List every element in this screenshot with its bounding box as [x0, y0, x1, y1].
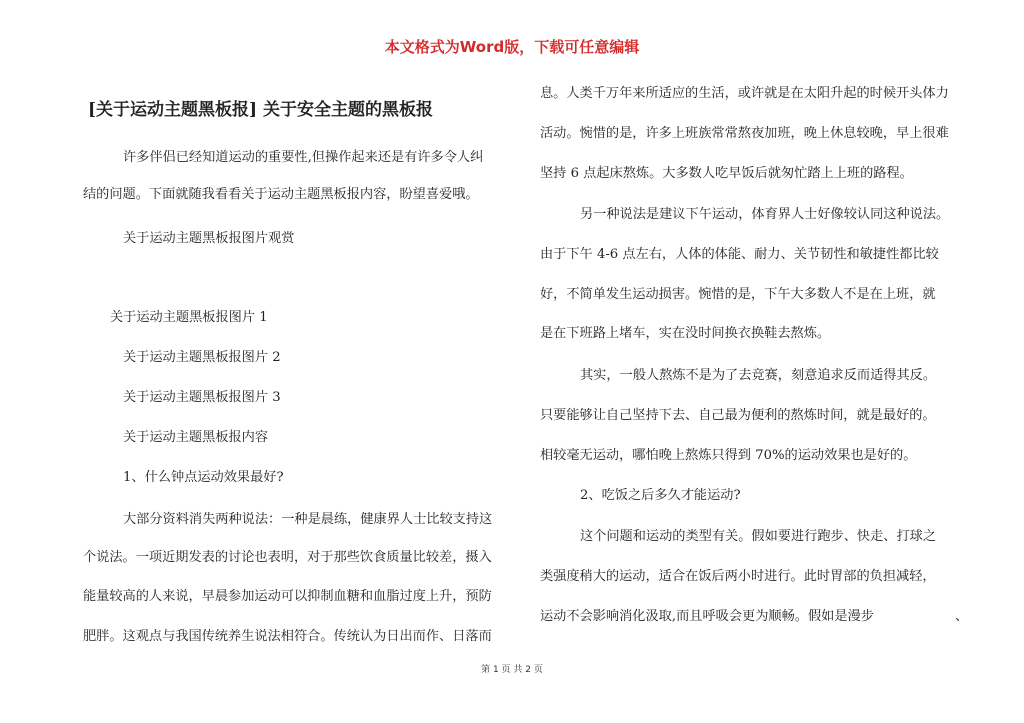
left-paragraph-line: 许多伴侣已经知道运动的重要性,但操作起来还是有许多令人纠 — [123, 150, 484, 165]
image-caption-3: 关于运动主题黑板报图片 3 — [123, 390, 281, 405]
word-format-banner: 本文格式为Word版，下载可任意编辑 — [384, 38, 640, 56]
left-paragraph-line: 能量较高的人来说，早晨参加运动可以抑制血糖和血脂过度上升，预防 — [83, 589, 492, 604]
right-paragraph-line: 类强度稍大的运动，适合在饭后两小时进行。此时胃部的负担减轻， — [540, 569, 936, 584]
right-paragraph-line: 另一种说法是建议下午运动，体育界人士好像较认同这种说法。 — [580, 207, 950, 222]
right-paragraph-line: 其实，一般人熬炼不是为了去竞赛，刻意追求反而适得其反。 — [580, 368, 937, 383]
page-number-footer: 第 1 页 共 2 页 — [481, 665, 543, 675]
right-paragraph-line: 只要能够让自己坚持下去、自己最为便利的熬炼时间，就是最好的。 — [540, 408, 936, 423]
right-paragraph-line: 好，不简单发生运动损害。惋惜的是，下午大多数人不是在上班，就 — [540, 287, 936, 302]
image-caption-1: 关于运动主题黑板报图片 1 — [110, 310, 268, 325]
left-paragraph-line: 大部分资料消失两种说法：一种是晨练，健康界人士比较支持这 — [123, 512, 493, 527]
image-gallery-heading: 关于运动主题黑板报图片观赏 — [123, 231, 295, 246]
trailing-punctuation: 、 — [955, 609, 969, 624]
question-2-heading: 2、吃饭之后多久才能运动? — [580, 488, 741, 503]
image-caption-2: 关于运动主题黑板报图片 2 — [123, 350, 281, 365]
question-1-heading: 1、什么钟点运动效果最好? — [123, 470, 284, 485]
content-heading: 关于运动主题黑板报内容 — [123, 430, 269, 445]
left-paragraph-line: 肥胖。这观点与我国传统养生说法相符合。传统认为日出而作、日落而 — [83, 629, 492, 644]
right-paragraph-line: 相较毫无运动，哪怕晚上熬炼只得到 70%的运动效果也是好的。 — [540, 448, 917, 463]
right-paragraph-line: 息。人类千万年来所适应的生活，或许就是在太阳升起的时候开头体力 — [540, 86, 949, 101]
right-paragraph-line: 坚持 6 点起床熬炼。大多数人吃早饭后就匆忙踏上上班的路程。 — [540, 166, 913, 181]
right-paragraph-line: 运动不会影响消化汲取,而且呼吸会更为顺畅。假如是漫步 — [540, 609, 874, 624]
document-title: [关于运动主题黑板报] 关于安全主题的黑板报 — [88, 100, 434, 120]
left-paragraph-line: 结的问题。下面就随我看看关于运动主题黑板报内容，盼望喜爱哦。 — [83, 187, 479, 202]
right-paragraph-line: 由于下午 4-6 点左右，人体的体能、耐力、关节韧性和敏捷性都比较 — [540, 247, 939, 262]
right-paragraph-line: 活动。惋惜的是，许多上班族常常熬夜加班，晚上休息较晚，早上很难 — [540, 126, 949, 141]
right-paragraph-line: 这个问题和运动的类型有关。假如要进行跑步、快走、打球之 — [580, 529, 937, 544]
right-paragraph-line: 是在下班路上堵车，实在没时间换衣换鞋去熬炼。 — [540, 326, 831, 341]
left-paragraph-line: 个说法。一项近期发表的讨论也表明，对于那些饮食质量比较差，摄入 — [83, 550, 492, 565]
